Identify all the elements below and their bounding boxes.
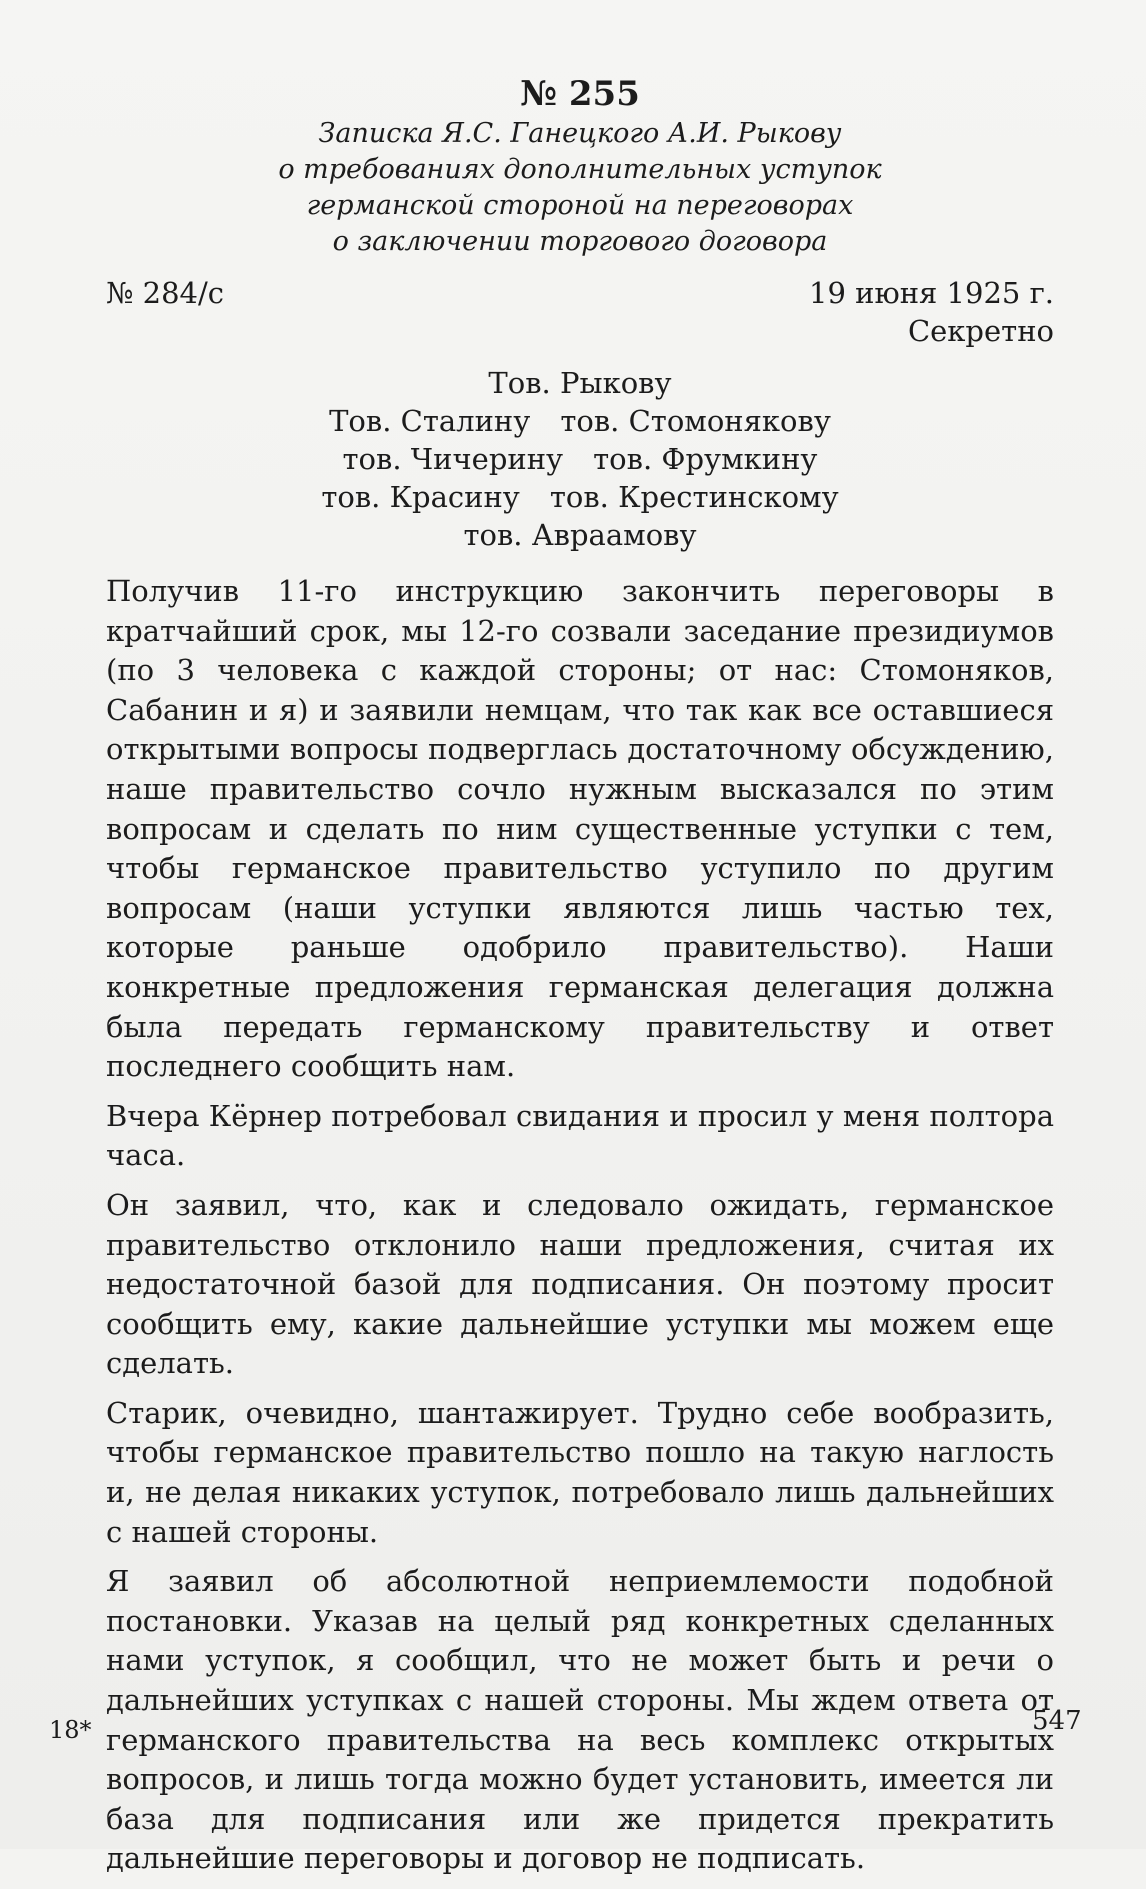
registration-number: № 284/с: [106, 276, 225, 310]
classification-label: Секретно: [907, 314, 1054, 348]
addressee: Тов. Сталину: [329, 404, 531, 438]
document-number: № 255: [520, 74, 640, 114]
paragraph: Вчера Кёрнер потребовал свидания и просил у меня полтора часа.: [106, 1098, 1054, 1173]
addressee-line: [106, 516, 1054, 554]
title-line: Записка Я.С. Ганецкого А.И. Рыкову: [318, 118, 842, 149]
addressee: Тов. Рыкову: [488, 366, 672, 400]
document-body: [106, 74, 1054, 1889]
paragraph: Старик, очевидно, шантажирует. Трудно себе вообразить, чтобы германское правительство пошло на такую наглость и, не делая никаких уступок, потребовало лишь дальнейших с нашей стороны.: [106, 1395, 1054, 1549]
addressee-block: [106, 364, 1054, 554]
addressee-line: [106, 478, 1054, 516]
addressee-line: [106, 402, 1054, 440]
addressee: тов. Чичерину: [342, 442, 564, 476]
addressee: тов. Фрумкину: [593, 442, 818, 476]
paragraph: Получив 11-го инструкцию закончить переговоры в кратчайший срок, мы 12-го созвали заседание президиумов (по 3 человека с каждой стороны; от нас: Стомоняков, Сабанин и я) и заявили немцам, что так как все оставшиеся открытыми вопросы подверглась достаточному обсуждению, наше правительство сочло нужным высказался по этим вопросам и сделать по ним существенные уступки с тем, чтобы германское правительство уступило по другим вопросам (наши уступки являются лишь частью тех, которые раньше одобрило правительство). Наши конкретные предложения германская делегация должна была передать германскому правительству и ответ последнего сообщить нам.: [106, 574, 1054, 1084]
document-title: [106, 116, 1054, 260]
addressee: тов. Стомонякову: [560, 404, 831, 438]
title-line: о заключении торгового договора: [332, 226, 828, 257]
addressee: тов. Крестинскому: [549, 480, 839, 514]
paragraph: Я заявил об абсолютной неприемлемости подобной постановки. Указав на целый ряд конкретных сделанных нами уступок, я сообщил, что не может быть и речи о дальнейших уступках с нашей стороны. Мы ждем ответа от германского правительства на весь комплекс открытых вопросов, и лишь тогда можно будет установить, имеется ли база для подписания или же придется прекратить дальнейшие переговоры и договор не подписать.: [106, 1564, 1054, 1876]
addressee: тов. Красину: [321, 480, 520, 514]
title-line: германской стороной на переговорах: [306, 190, 854, 221]
page-number: 547: [1032, 1706, 1082, 1736]
document-date: 19 июня 1925 г.: [809, 276, 1054, 310]
addressee: тов. Авраамову: [463, 518, 697, 552]
addressee-line: [106, 440, 1054, 478]
paragraph: Он заявил, что, как и следовало ожидать, германское правительство отклонило наши предложения, считая их недостаточной базой для подписания. Он поэтому просит сообщить ему, какие дальнейшие уступки мы можем еще сделать.: [106, 1187, 1054, 1381]
letter-text: [106, 572, 1054, 1879]
title-line: о требованиях дополнительных уступок: [278, 154, 882, 185]
signature-mark: 18*: [49, 1716, 92, 1744]
registration-row: [106, 274, 1054, 312]
addressee-line: [106, 364, 1054, 402]
